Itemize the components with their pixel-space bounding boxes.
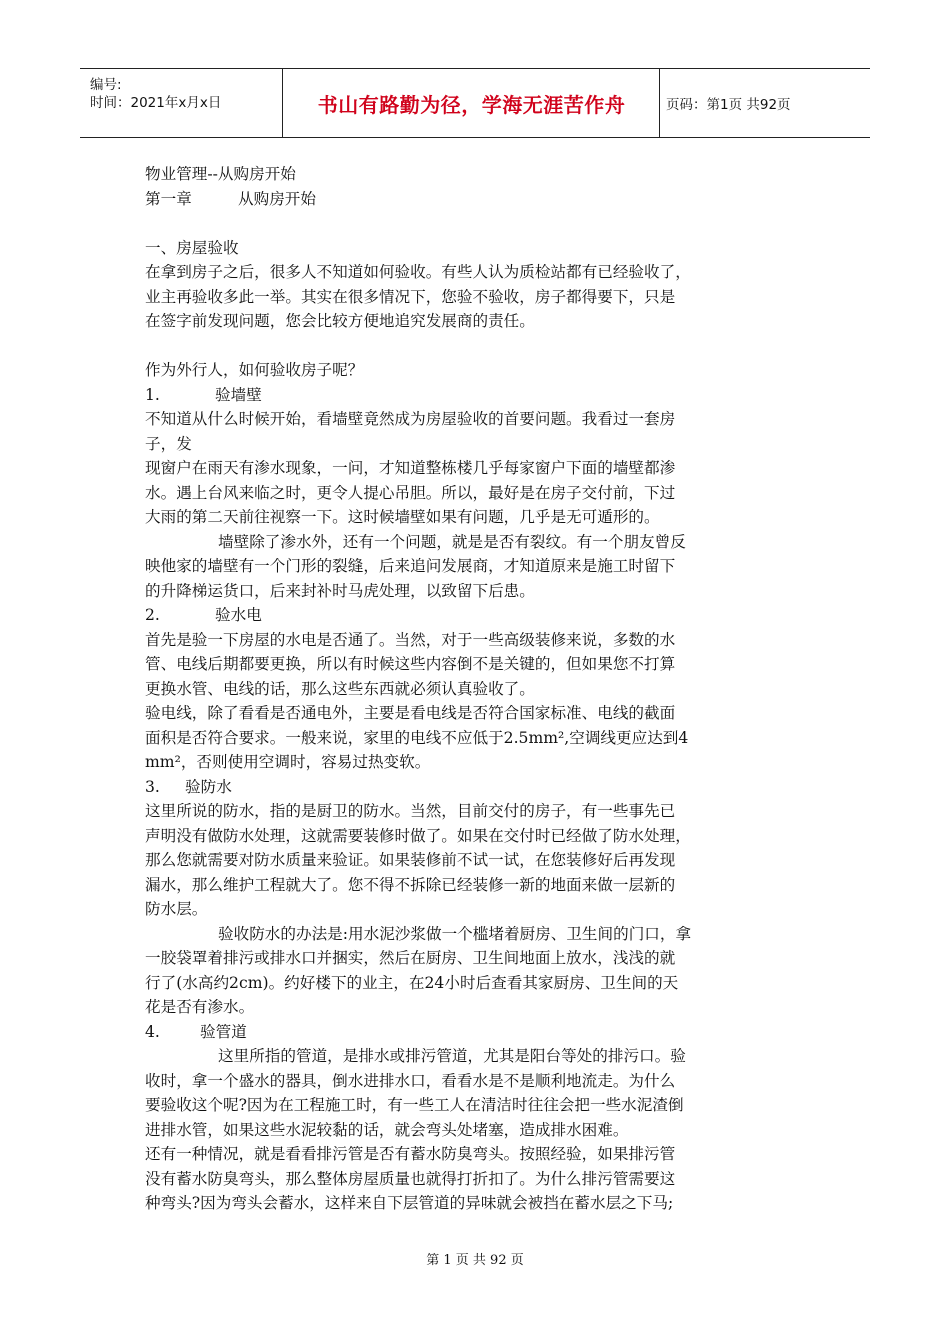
chapter-title: [145, 187, 810, 212]
page-footer: 第 1 页 共 92 页: [426, 1253, 524, 1268]
text-line: 验电线，除了看看是否通电外，主要是看电线是否符合国家标准、电线的截面: [145, 704, 676, 722]
text-line: 花是否有渗水。: [145, 998, 255, 1016]
text-line: 的升降梯运货口，后来封补时马虎处理，以致留下后患。: [145, 581, 535, 600]
text-line: 进排水管，如果这些水泥较黏的话，就会弯头处堵塞，造成排水困难。: [145, 1120, 629, 1139]
text-line: 不知道从什么时候开始，看墙壁竟然成为房屋验收的首要问题。我看过一套房: [145, 410, 676, 428]
text-line: 水。遇上台风来临之时，更令人提心吊胆。所以，最好是在房子交付前，下过: [145, 483, 676, 502]
intro-paragraph: [145, 260, 810, 334]
text-line: 业主再验收多此一举。其实在很多情况下，您验不验收，房子都得要下，只是: [145, 287, 676, 306]
header-meta: [80, 69, 283, 137]
item-number: 3.: [145, 777, 160, 796]
question: 作为外行人，如何验收房子呢？: [145, 361, 364, 379]
text-line: 种弯头?因为弯头会蓄水，这样来自下层管道的异味就会被挡在蓄水层之下马;: [145, 1194, 674, 1212]
text-line: 这里所说的防水，指的是厨卫的防水。当然，目前交付的房子，有一些事先已: [145, 802, 676, 820]
item-title: 验墙壁: [215, 385, 262, 404]
paragraph: [145, 628, 810, 702]
text-line: 面积是否符合要求。一般来说，家里的电线不应低于2.5mm²,空调线更应达到4: [145, 728, 689, 747]
item-number: 4.: [145, 1022, 160, 1041]
text-line: 映他家的墙壁有一个门形的裂缝，后来追问发展商，才知道原来是施工时留下: [145, 557, 676, 575]
text-line: 收时，拿一个盛水的器具，倒水进排水口，看看水是不是顺利地流走。为什么: [145, 1071, 676, 1090]
item-heading: [145, 383, 810, 408]
number-label: 编号:: [90, 77, 122, 93]
text-line: 首先是验一下房屋的水电是否通了。当然，对于一些高级装修来说，多数的水: [145, 630, 676, 649]
text-line: 漏水，那么维护工程就大了。您不得不拆除已经装修一新的地面来做一层新的: [145, 875, 676, 894]
text-line: 那么您就需要对防水质量来验证。如果装修前不试一试，在您装修好后再发现: [145, 851, 676, 869]
item-heading: [145, 603, 810, 628]
text-line: 验收防水的办法是:用水泥沙浆做一个槛堵着厨房、卫生间的门口，拿: [218, 924, 692, 943]
text-line: 大雨的第二天前往视察一下。这时候墙壁如果有问题，几乎是无可遁形的。: [145, 508, 660, 526]
text-line: 在签字前发现问题，您会比较方便地追究发展商的责任。: [145, 312, 535, 330]
text-line: 还有一种情况，就是看看排污管是否有蓄水防臭弯头。按照经验，如果排污管: [145, 1145, 676, 1163]
item-title: 验管道: [200, 1022, 247, 1041]
item-heading: [145, 1020, 810, 1045]
text-line: 一胶袋罩着排污或排水口并捆实，然后在厨房、卫生间地面上放水，浅浅的就: [145, 949, 676, 967]
date-label: 时间：2021年x月x日: [90, 95, 222, 111]
paragraph: [145, 922, 810, 1020]
paragraph: [145, 799, 810, 922]
text-line: 要验收这个呢?因为在工程施工时，有一些工人在清洁时往往会把一些水泥渣倒: [145, 1096, 684, 1114]
item-title: 验防水: [185, 777, 232, 796]
text-line: 没有蓄水防臭弯头，那么整体房屋质量也就得打折扣了。为什么排污管需要这: [145, 1169, 676, 1188]
text-line: 在拿到房子之后，很多人不知道如何验收。有些人认为质检站都有已经验收了，: [145, 263, 691, 281]
text-line: 行了(水高约2cm)。约好楼下的业主，在24小时后查看其家厨房、卫生间的天: [145, 973, 679, 992]
paragraph: [145, 530, 810, 604]
text-line: 这里所指的管道，是排水或排污管道，尤其是阳台等处的排污口。验: [218, 1047, 686, 1065]
item-heading: [145, 775, 810, 800]
paragraph: [145, 1142, 810, 1216]
section-heading: 一、房屋验收: [145, 238, 239, 257]
item-number: 1.: [145, 385, 160, 404]
paragraph: [145, 701, 810, 775]
page-header: [80, 68, 870, 138]
paragraph: [145, 407, 810, 530]
chapter-name: 从购房开始: [238, 189, 316, 208]
text-line: mm²，否则使用空调时，容易过热变软。: [145, 753, 431, 771]
chapter-number: 第一章: [145, 189, 192, 208]
item-number: 2.: [145, 606, 160, 624]
text-line: 墙壁除了渗水外，还有一个问题，就是是否有裂纹。有一个朋友曾反: [218, 532, 686, 551]
text-line: 现窗户在雨天有渗水现象，一问，才知道整栋楼几乎每家窗户下面的墙壁都渗: [145, 459, 676, 477]
text-line: 子，发: [145, 434, 192, 453]
text-line: 防水层。: [145, 900, 208, 918]
text-line: 管、电线后期都要更换，所以有时候这些内容倒不是关键的，但如果您不打算: [145, 655, 676, 673]
text-line: 更换水管、电线的话，那么这些东西就必须认真验收了。: [145, 679, 535, 698]
paragraph: [145, 1044, 810, 1142]
page-info: 页码：第1页 共92页: [666, 97, 791, 113]
item-title: 验水电: [215, 606, 262, 624]
doc-title: 物业管理--从购房开始: [145, 165, 296, 183]
text-line: 声明没有做防水处理，这就需要装修时做了。如果在交付时已经做了防水处理，: [145, 826, 691, 845]
document-body: [145, 162, 810, 1216]
motto: 书山有路勤为径，学海无涯苦作舟: [284, 69, 660, 137]
